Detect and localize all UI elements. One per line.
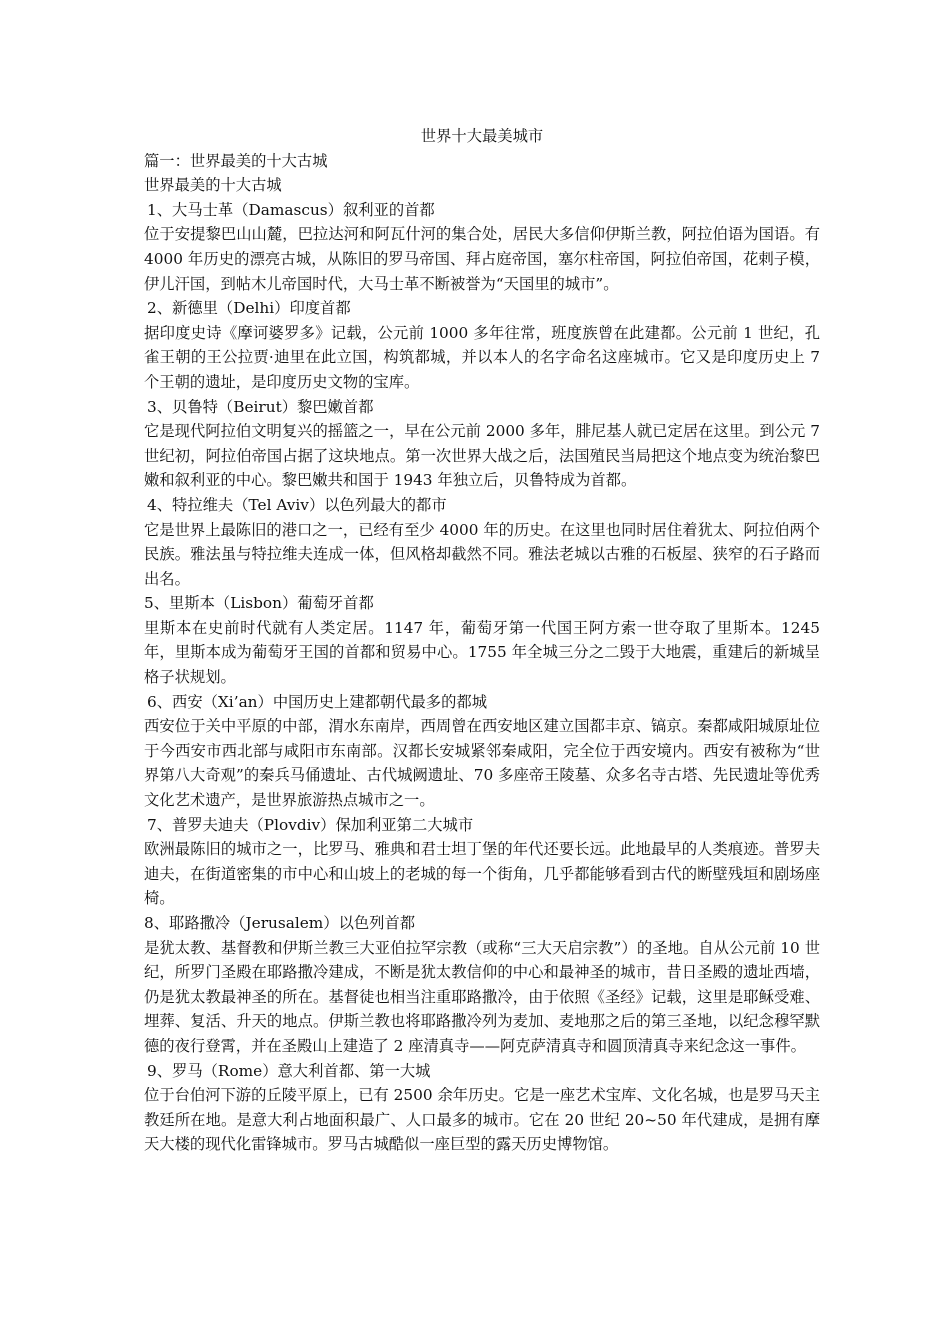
city-heading-plovdiv: 7、普罗夫迪夫（Plovdiv）保加利亚第二大城市 [147, 815, 474, 834]
city-paragraph-lisbon: 里斯本在史前时代就有人类定居。1147 年，葡萄牙第一代国王阿方索一世夺取了里斯本。1245 年，里斯本成为葡萄牙王国的首都和贸易中心。1755 年全城三分之二毁于大地震，重建后的新城呈格子状规划。 [144, 618, 820, 687]
document-title: 世界十大最美城市 [420, 127, 544, 145]
city-heading-lisbon: 5、里斯本（Lisbon）葡萄牙首都 [144, 594, 374, 613]
city-paragraph-beirut: 它是现代阿拉伯文明复兴的摇篮之一，早在公元前 2000 多年，腓尼基人就已定居在这里。到公元 7 世纪初，阿拉伯帝国占据了这块地点。第一次世界大战之后，法国殖民当局把这个地点变为统治黎巴嫩和叙利亚的中心。黎巴嫩共和国于 1943 年独立后，贝鲁特成为首都。 [144, 422, 820, 490]
city-paragraph-plovdiv: 欧洲最陈旧的城市之一，比罗马、雅典和君士坦丁堡的年代还要长远。此地最早的人类痕迹。普罗夫迪夫，在街道密集的市中心和山坡上的老城的每一个街角，几乎都能够看到古代的断壁残垣和剧场座椅。 [144, 840, 820, 908]
city-heading-damascus: 1、大马士革（Damascus）叙利亚的首都 [147, 200, 435, 219]
city-paragraph-xian: 西安位于关中平原的中部，渭水东南岸，西周曾在西安地区建立国都丰京、镐京。秦都咸阳城原址位于今西安市西北部与咸阳市东南部。汉都长安城紧邻秦咸阳，完全位于西安境内。西安有被称为“世界第八大奇观”的秦兵马俑遗址、古代城阙遗址、70 多座帝王陵墓、众多名寺古塔、先民遗址等优秀文化艺术遗产，是世界旅游热点城市之一。 [144, 717, 820, 810]
document-body [144, 124, 820, 1157]
section-subtitle: 世界最美的十大古城 [144, 176, 282, 195]
city-paragraph-tel-aviv: 它是世界上最陈旧的港口之一，已经有至少 4000 年的历史。在这里也同时居住着犹太、阿拉伯两个民族。雅法虽与特拉维夫连成一体，但风格却截然不同。雅法老城以古雅的石板屋、狭窄的石子路而出名。 [144, 520, 820, 588]
city-paragraph-damascus: 位于安提黎巴山山麓，巴拉达河和阿瓦什河的集合处，居民大多信仰伊斯兰教，阿拉伯语为国语。有 4000 年历史的漂亮古城，从陈旧的罗马帝国、拜占庭帝国，塞尔柱帝国，阿拉伯帝国，花剌子模，伊儿汗国，到帖木儿帝国时代，大马士革不断被誉为“天国里的城市”。 [144, 225, 820, 293]
city-heading-rome: 9、罗马（Rome）意大利首都、第一大城 [147, 1061, 431, 1080]
city-heading-beirut: 3、贝鲁特（Beirut）黎巴嫩首都 [147, 397, 374, 416]
city-paragraph-delhi: 据印度史诗《摩诃婆罗多》记载，公元前 1000 多年往常，班度族曾在此建都。公元前 1 世纪，孔雀王朝的王公拉贾·迪里在此立国，构筑都城，并以本人的名字命名这座城市。它又是印度历史上 7 个王朝的遗址，是印度历史文物的宝库。 [144, 323, 820, 391]
city-heading-jerusalem: 8、耶路撒冷（Jerusalem）以色列首都 [144, 914, 416, 932]
city-paragraph-rome: 位于台伯河下游的丘陵平原上，已有 2500 余年历史。它是一座艺术宝库、文化名城，也是罗马天主教廷所在地。是意大利占地面积最广、人口最多的城市。它在 20 世纪 20~50 年代建成，是拥有摩天大楼的现代化雷锋城市。罗马古城酷似一座巨型的露天历史博物馆。 [144, 1086, 820, 1154]
city-heading-xian: 6、西安（Xi’an）中国历史上建都朝代最多的都城 [147, 692, 487, 711]
city-heading-delhi: 2、新德里（Delhi）印度首都 [147, 299, 351, 318]
chapter-heading: 篇一：世界最美的十大古城 [144, 151, 328, 170]
city-paragraph-jerusalem: 是犹太教、基督教和伊斯兰教三大亚伯拉罕宗教（或称“三大天启宗教”）的圣地。自从公元前 10 世纪，所罗门圣殿在耶路撒冷建成，不断是犹太教信仰的中心和最神圣的城市，昔日圣殿的遗址西墙，仍是犹太教最神圣的所在。基督徒也相当注重耶路撒冷，由于依照《圣经》记载，这里是耶稣受难、埋葬、复活、升天的地点。伊斯兰教也将耶路撒冷列为麦加、麦地那之后的第三圣地，以纪念穆罕默德的夜行登霄，并在圣殿山上建造了 2 座清真寺——阿克萨清真寺和圆顶清真寺来纪念这一事件。 [144, 938, 820, 1055]
city-heading-tel-aviv: 4、特拉维夫（Tel Aviv）以色列最大的都市 [147, 495, 447, 514]
